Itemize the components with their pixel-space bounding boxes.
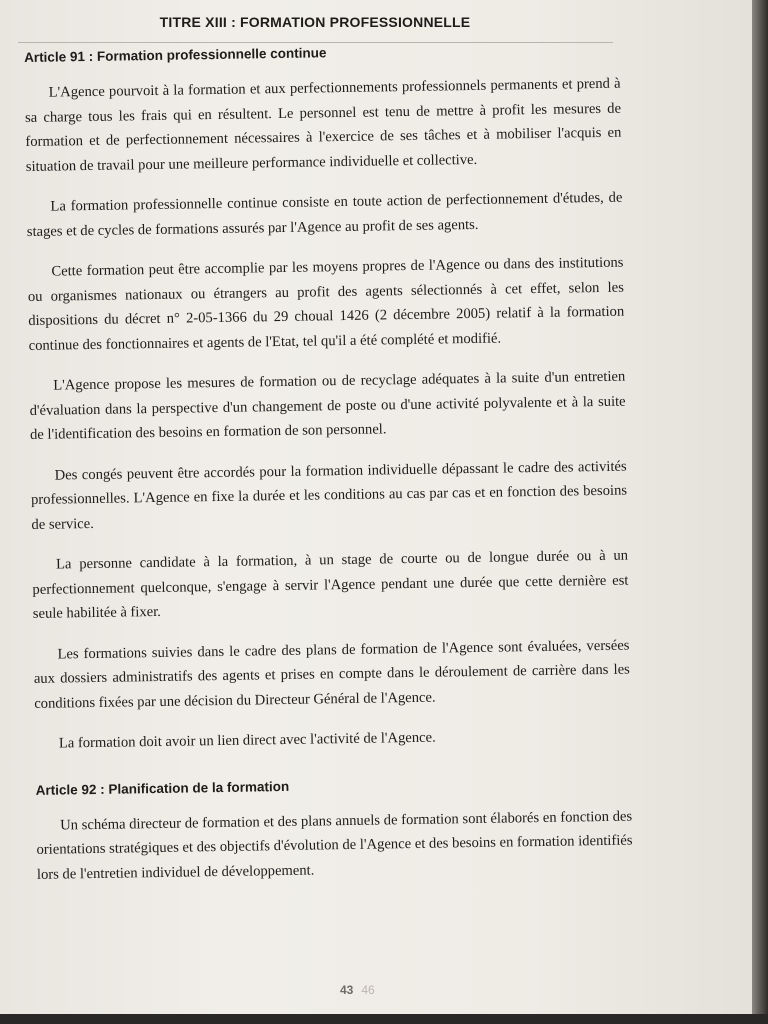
bottom-edge-shadow bbox=[0, 1014, 768, 1024]
article-heading: Article 91 : Formation professionnelle continue bbox=[24, 45, 327, 65]
paragraph: Les formations suivies dans le cadre des plans de formation de l'Agence sont évaluées, versées aux dossiers administratifs des agents et prises en compte dans le déroulement de carrière dans les conditions fixées par une décision du Directeur Général de l'Agence. bbox=[33, 637, 630, 712]
article-92 bbox=[36, 773, 634, 887]
paragraph: L'Agence pourvoit à la formation et aux perfectionnements professionnels permanents et prend à sa charge tous les frais qui en résultent. Le personnel est tenu de mettre à profit les mesures de formation et de perfectionnement nécessaires à l'exercice de ses tâches et à mobiliser l'acquis en situation de travail pour une meilleure performance individuelle et collective. bbox=[24, 75, 622, 175]
article-91 bbox=[24, 41, 631, 757]
page-edge-shadow bbox=[752, 0, 768, 1024]
page-number-value: 43 bbox=[340, 983, 354, 997]
paragraph: Un schéma directeur de formation et des plans annuels de formation sont élaborés en fonction des orientations stratégiques et des objectifs d'évolution de l'Agence et des besoins en formation identifiés lors de l'entretien individuel de développement. bbox=[36, 808, 633, 883]
faint-page-number: 46 bbox=[361, 983, 375, 997]
page-number bbox=[340, 983, 375, 997]
paragraph: La personne candidate à la formation, à un stage de courte ou de longue durée ou à un perfectionnement quelconque, s'engage à servir l'Agence pendant une durée que cette dernière est seule habilitée à fixer. bbox=[32, 547, 629, 622]
paragraph: La formation doit avoir un lien direct avec l'activité de l'Agence. bbox=[58, 729, 436, 752]
paragraph: Des congés peuvent être accordés pour la formation individuelle dépassant le cadre des activités professionnelles. L'Agence en fixe la durée et les conditions au cas par cas et en fonction des besoins de service. bbox=[30, 458, 628, 533]
section-title: TITRE XIII : FORMATION PROFESSIONNELLE bbox=[159, 14, 471, 30]
article-heading: Article 92 : Planification de la formation bbox=[35, 778, 290, 798]
document-body bbox=[24, 41, 633, 903]
paragraph: Cette formation peut être accomplie par les moyens propres de l'Agence ou dans des institutions ou organismes nationaux ou étrangers au profit des agents sélectionnés à cet effet, selon les dispositions du décret n° 2-05-1366 du 29 choual 1426 (2 décembre 2005) relatif à la formation continue des fonctionnaires et agents de l'Etat, tel qu'il a été complété et modifié. bbox=[27, 254, 625, 354]
paragraph: La formation professionnelle continue consiste en toute action de perfectionnement d'études, de stages et de cycles de formations assurés par l'Agence au profit de ses agents. bbox=[26, 189, 623, 240]
paragraph: L'Agence propose les mesures de formation ou de recyclage adéquates à la suite d'un entretien d'évaluation dans la perspective d'un changement de poste ou d'une activité polyvalente et à la suite de l'identification des besoins en formation de son personnel. bbox=[29, 368, 626, 443]
